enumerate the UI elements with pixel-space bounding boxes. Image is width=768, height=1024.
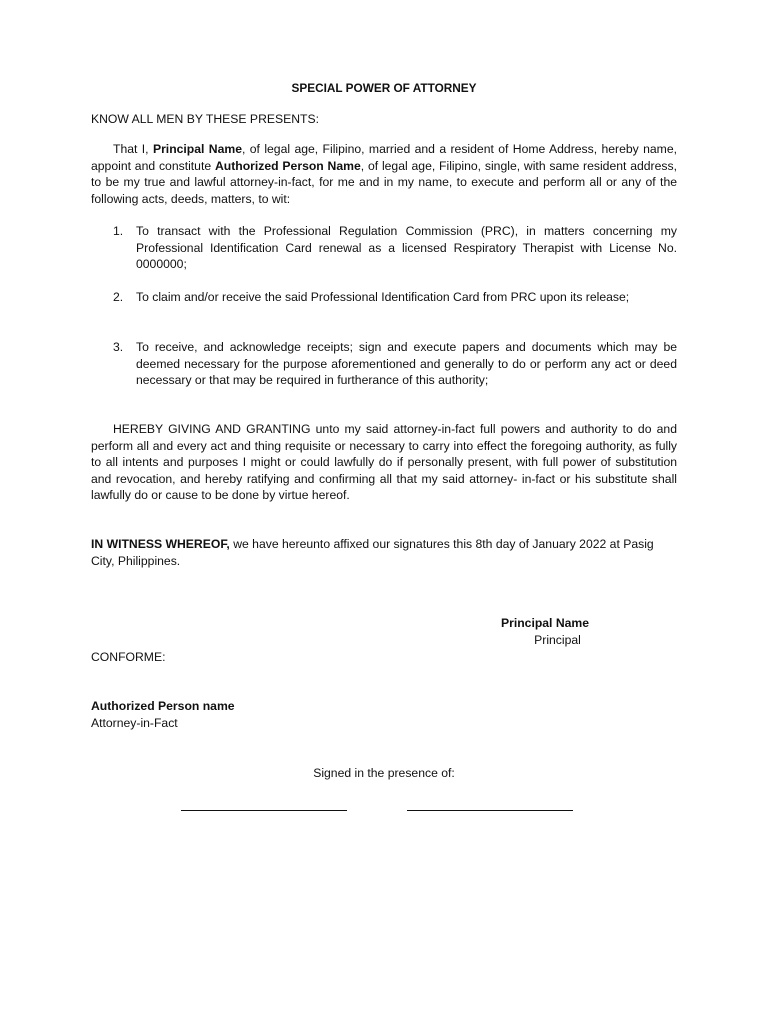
- list-item-text: To transact with the Professional Regulation Commission (PRC), in matters concerning my Professional Identification Card renewal as a licensed Respiratory Therapist with License No. 0000000;: [136, 224, 677, 272]
- list-item-text: To receive, and acknowledge receipts; sign and execute papers and documents which may be deemed necessary for the purpose aforementioned and generally to do or perform any act or deed necessary or that may be required in furtherance of this authority;: [136, 340, 677, 388]
- intro-part2: , of legal age, Filipino, married and a resident of Home Address, hereby name, appoint and constitute: [91, 142, 678, 173]
- presence-label: Signed in the presence of:: [313, 766, 455, 780]
- list-item: [113, 289, 677, 306]
- intro-part1: That I,: [113, 142, 153, 156]
- intro-paragraph: [91, 141, 677, 207]
- principal-name: Principal Name: [500, 616, 590, 630]
- attorney-signature-block: [91, 698, 677, 731]
- granting-paragraph: HEREBY GIVING AND GRANTING unto my said attorney-in-fact full powers and authority to do and perform all and every act and thing requisite or necessary to carry into effect the foregoing authority, as fully to all intents and purposes I might or could lawfully do if personally present, with full power of substitution and revocation, and hereby ratifying and confirming all that my said attorney- in-fact or his substitute shall lawfully do or cause to be done by virtue hereof.: [91, 422, 677, 503]
- principal-name-inline: Principal Name: [152, 142, 242, 156]
- witness-lead: IN WITNESS WHEREOF,: [91, 537, 230, 551]
- list-item-text: To claim and/or receive the said Professional Identification Card from PRC upon its release;: [136, 290, 630, 304]
- list-item-number: 1.: [113, 224, 124, 238]
- list-item: [113, 223, 677, 273]
- list-item-number: 2.: [113, 290, 124, 304]
- authorized-name-inline: Authorized Person Name: [214, 158, 361, 173]
- witness-rest: we have hereunto affixed our signatures this 8th day of January 2022 at Pasig City, Philippines.: [91, 537, 654, 568]
- attorney-name: Authorized Person name: [91, 699, 235, 713]
- witness-paragraph: [91, 536, 677, 569]
- principal-role: Principal: [534, 632, 581, 647]
- conforme-label: CONFORME:: [91, 650, 166, 664]
- salutation: KNOW ALL MEN BY THESE PRESENTS:: [91, 112, 320, 126]
- attorney-role: Attorney-in-Fact: [91, 715, 178, 730]
- witness-signature-line-left: [181, 810, 347, 811]
- witness-signature-line-right: [407, 810, 573, 811]
- list-item-number: 3.: [113, 340, 124, 354]
- document-title: SPECIAL POWER OF ATTORNEY: [291, 81, 477, 95]
- principal-signature-block: [470, 615, 620, 648]
- intro-part3: , of legal age, Filipino, single, with same resident address, to be my true and lawful attorney-in-fact, for me and in my name, to execute and perform all or any of the following acts, deeds, matters, to wit:: [91, 158, 677, 206]
- list-item: [113, 339, 677, 389]
